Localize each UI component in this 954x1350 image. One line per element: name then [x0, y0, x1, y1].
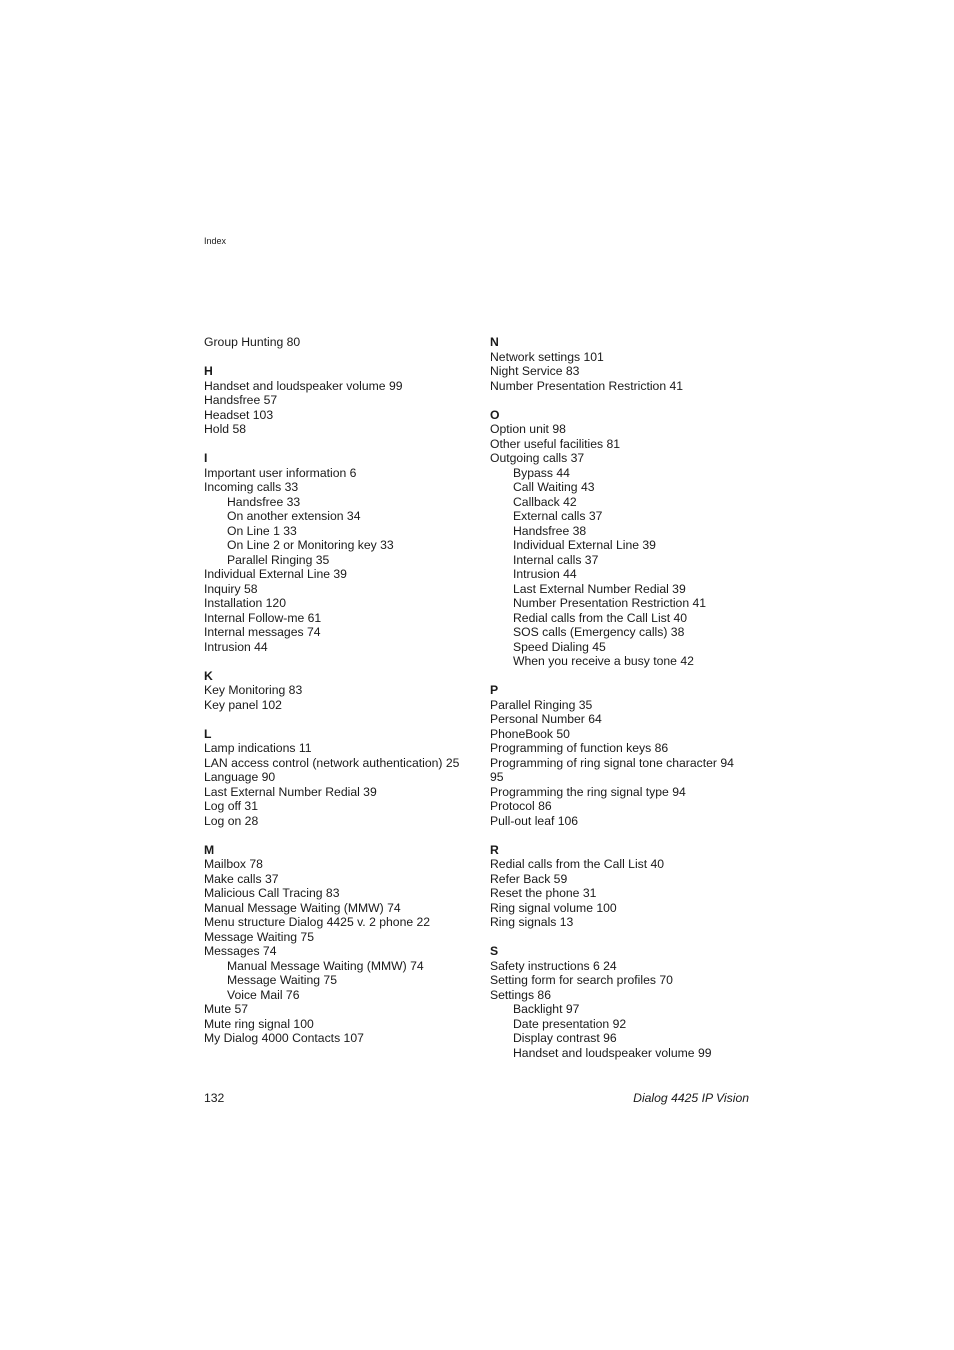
index-entry: Menu structure Dialog 4425 v. 2 phone 22 — [204, 915, 431, 929]
index-entry: Lamp indications 11 — [204, 741, 312, 755]
index-entry: Setting form for search profiles 70 — [490, 973, 673, 987]
document-title: Dialog 4425 IP Vision — [633, 1091, 749, 1105]
index-entry: Messages 74 — [204, 944, 277, 958]
index-entry: Handset and loudspeaker volume 99 — [204, 378, 403, 393]
index-entry: Protocol 86 — [490, 799, 552, 813]
index-entry: Installation 120 — [204, 596, 286, 610]
index-entry: Hold 58 — [204, 422, 247, 436]
index-entry: Log on 28 — [204, 813, 259, 828]
index-subentry: Display contrast 96 — [513, 1031, 617, 1045]
index-subentry: Handset and loudspeaker volume 99 — [513, 1045, 712, 1060]
index-entry: Mute ring signal 100 — [204, 1016, 314, 1031]
index-entry: Outgoing calls 37 — [490, 451, 585, 465]
index-entry: Network settings 101 — [490, 349, 604, 364]
index-entry: Key panel 102 — [204, 697, 282, 712]
index-letter-heading: H — [204, 364, 213, 378]
index-subentry: Individual External Line 39 — [513, 538, 656, 552]
index-entry: Headset 103 — [204, 407, 274, 422]
index-entry: Important user information 6 — [204, 465, 357, 480]
index-entry: Handsfree 57 — [204, 393, 278, 407]
index-entry: Programming of function keys 86 — [490, 741, 669, 755]
index-entry: Personal Number 64 — [490, 712, 602, 726]
index-entry: Last External Number Redial 39 — [204, 784, 377, 799]
index-subentry: SOS calls (Emergency calls) 38 — [513, 625, 685, 639]
index-entry: Refer Back 59 — [490, 871, 568, 886]
index-subentry: Speed Dialing 45 — [513, 639, 606, 654]
index-subentry: On Line 1 33 — [227, 523, 297, 538]
index-entry: Message Waiting 75 — [204, 929, 314, 944]
index-entry: Incoming calls 33 — [204, 480, 299, 494]
index-letter-heading: S — [490, 944, 499, 958]
index-entry: Ring signals 13 — [490, 915, 574, 929]
index-subentry: Backlight 97 — [513, 1002, 580, 1016]
index-entry: Settings 86 — [490, 987, 551, 1002]
index-entry: Redial calls from the Call List 40 — [490, 857, 665, 871]
index-letter-heading: N — [490, 335, 499, 349]
page-number: 132 — [204, 1091, 225, 1105]
index-subentry: External calls 37 — [513, 509, 603, 523]
index-entry: Key Monitoring 83 — [204, 683, 303, 697]
running-header: Index — [204, 236, 227, 246]
index-letter-heading: L — [204, 726, 212, 741]
index-entry: Language 90 — [204, 770, 276, 784]
index-subentry: Intrusion 44 — [513, 567, 577, 581]
index-entry: 95 — [490, 770, 504, 784]
index-letter-heading: K — [204, 668, 213, 683]
index-entry: Pull-out leaf 106 — [490, 813, 579, 828]
index-entry: Programming the ring signal type 94 — [490, 784, 686, 799]
index-subentry: Handsfree 33 — [227, 494, 301, 509]
index-subentry: Last External Number Redial 39 — [513, 581, 686, 596]
index-entry: Make calls 37 — [204, 871, 279, 886]
index-subentry: Parallel Ringing 35 — [227, 552, 330, 567]
index-entry: LAN access control (network authentication) 25 — [204, 755, 460, 770]
index-entry: Ring signal volume 100 — [490, 900, 617, 915]
index-subentry: Handsfree 38 — [513, 523, 587, 538]
index-entry: Option unit 98 — [490, 422, 566, 436]
index-column-left — [204, 335, 472, 1046]
index-subentry: On Line 2 or Monitoring key 33 — [227, 538, 394, 552]
index-letter-heading: R — [490, 842, 499, 857]
index-subentry: Number Presentation Restriction 41 — [513, 596, 707, 610]
index-subentry: Message Waiting 75 — [227, 973, 337, 987]
index-subentry: Voice Mail 76 — [227, 987, 300, 1002]
index-subentry: Call Waiting 43 — [513, 480, 595, 494]
index-entry: Intrusion 44 — [204, 639, 268, 654]
index-entry: Mute 57 — [204, 1002, 249, 1016]
index-entry: Night Service 83 — [490, 364, 580, 378]
index-entry: Other useful facilities 81 — [490, 436, 621, 451]
index-letter-heading: P — [490, 683, 499, 697]
index-entry: Internal messages 74 — [204, 625, 321, 639]
index-entry: Safety instructions 6 24 — [490, 958, 617, 973]
index-letter-heading: I — [204, 451, 208, 465]
index-entry: Group Hunting 80 — [204, 335, 301, 349]
index-subentry: Date presentation 92 — [513, 1016, 627, 1031]
index-subentry: Bypass 44 — [513, 465, 570, 480]
index-entry: Number Presentation Restriction 41 — [490, 378, 684, 393]
index-entry: Programming of ring signal tone character 94 — [490, 755, 734, 770]
index-entry: Malicious Call Tracing 83 — [204, 886, 340, 900]
index-subentry: Callback 42 — [513, 494, 577, 509]
index-entry: Log off 31 — [204, 799, 258, 813]
index-letter-heading: M — [204, 842, 215, 857]
index-subentry: When you receive a busy tone 42 — [513, 654, 694, 668]
index-entry: PhoneBook 50 — [490, 726, 570, 741]
index-column-right — [490, 335, 760, 1060]
index-letter-heading: O — [490, 407, 500, 422]
index-entry: Internal Follow-me 61 — [204, 610, 322, 625]
index-entry: Mailbox 78 — [204, 857, 263, 871]
index-subentry: Internal calls 37 — [513, 552, 599, 567]
index-entry: Reset the phone 31 — [490, 886, 597, 900]
index-subentry: On another extension 34 — [227, 509, 361, 523]
index-entry: Individual External Line 39 — [204, 567, 347, 581]
index-subentry: Redial calls from the Call List 40 — [513, 610, 688, 625]
index-entry: Manual Message Waiting (MMW) 74 — [204, 900, 401, 915]
index-entry: Inquiry 58 — [204, 581, 258, 596]
index-entry: Parallel Ringing 35 — [490, 697, 593, 712]
index-entry: My Dialog 4000 Contacts 107 — [204, 1031, 364, 1045]
index-subentry: Manual Message Waiting (MMW) 74 — [227, 958, 424, 973]
